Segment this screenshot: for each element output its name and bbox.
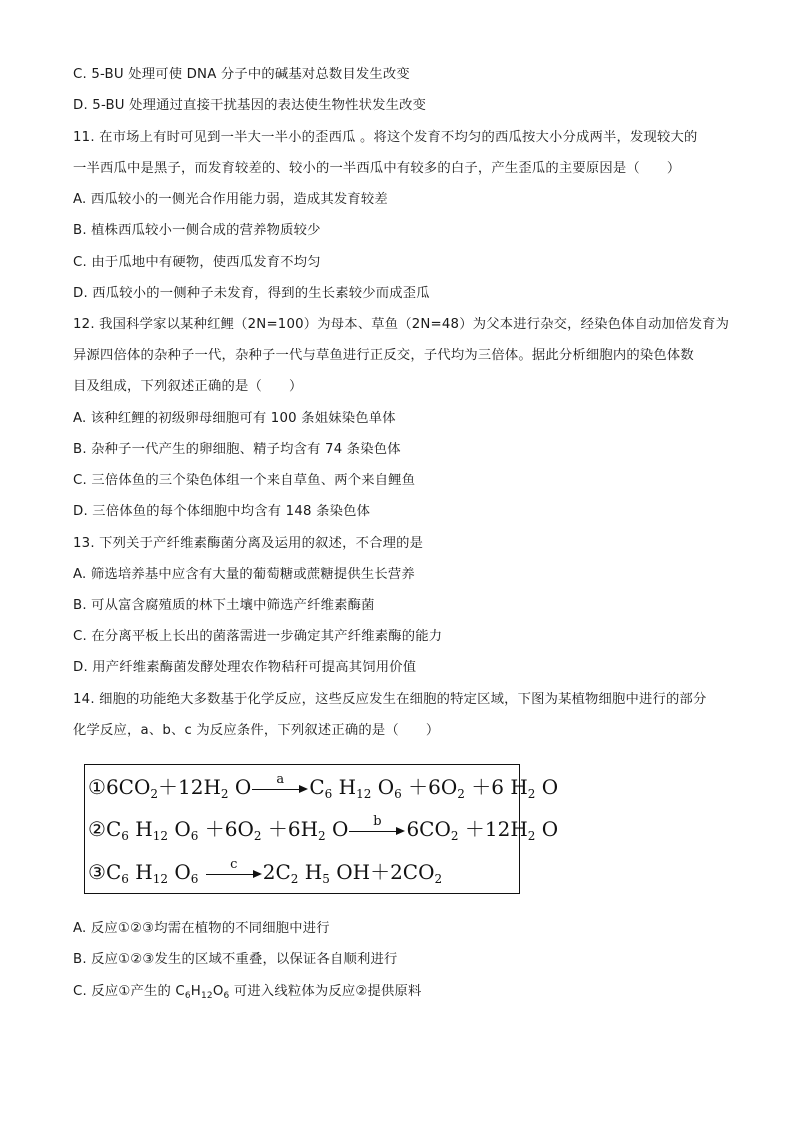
question-14-line2: 化学反应，a、b、c 为反应条件，下列叙述正确的是（ ） bbox=[73, 723, 440, 738]
question-11-line2: 一半西瓜中是黑子，而发育较差的、较小的一半西瓜中有较多的白子，产生歪瓜的主要原因是（ ） bbox=[73, 161, 681, 176]
question-13: 13. 下列关于产纤维素酶菌分离及运用的叙述，不合理的是 bbox=[73, 536, 424, 551]
question-11-line1: 11. 在市场上有时可见到一半大一半小的歪西瓜 。将这个发育不均匀的西瓜按大小分成两半，发现较大的 bbox=[73, 130, 698, 145]
option-c-q10: C. 5-BU 处理可使 DNA 分子中的碱基对总数目发生改变 bbox=[73, 67, 410, 82]
option-d-q13: D. 用产纤维素酶菌发酵处理农作物秸秆可提高其饲用价值 bbox=[73, 660, 417, 675]
option-b-q13: B. 可从富含腐殖质的林下土壤中筛选产纤维素酶菌 bbox=[73, 598, 375, 613]
question-14-line1: 14. 细胞的功能绝大多数基于化学反应，这些反应发生在细胞的特定区域，下图为某植物细胞中进行的部分 bbox=[73, 692, 707, 707]
equation-3: $③C_6$ $H_{12}$ $O_6$ c $2C_2$ $H_5$ $OH+2CO_2$ bbox=[88, 859, 442, 885]
reaction-arrow-b bbox=[349, 816, 405, 842]
option-b-q12: B. 杂种子一代产生的卵细胞、精子均含有 74 条染色体 bbox=[73, 442, 401, 457]
equation-2-number: ② bbox=[88, 817, 106, 841]
option-d-q12: D. 三倍体鱼的每个体细胞中均含有 148 条染色体 bbox=[73, 504, 371, 519]
option-a-q11: A. 西瓜较小的一侧光合作用能力弱，造成其发育较差 bbox=[73, 192, 388, 207]
option-a-q13: A. 筛选培养基中应含有大量的葡萄糖或蔗糖提供生长营养 bbox=[73, 567, 415, 582]
reaction-arrow-c bbox=[206, 859, 262, 885]
question-12-line3: 目及组成，下列叙述正确的是（ ） bbox=[73, 379, 303, 394]
reaction-arrow-a bbox=[252, 774, 308, 800]
equation-1-number: ① bbox=[88, 775, 106, 799]
option-b-q14: B. 反应①②③发生的区域不重叠，以保证各自顺利进行 bbox=[73, 952, 398, 967]
option-c-q11: C. 由于瓜地中有硬物，使西瓜发育不均匀 bbox=[73, 255, 321, 270]
condition-a-label: a bbox=[276, 772, 285, 787]
option-c-q14: C. 反应①产生的 $C_6H_{12}O_6$ 可进入线粒体为反应②提供原料 bbox=[73, 984, 422, 1001]
option-d-q11: D. 西瓜较小的一侧种子未发育，得到的生长素较少而成歪瓜 bbox=[73, 286, 430, 301]
option-c-q12: C. 三倍体鱼的三个染色体组一个来自草鱼、两个来自鲤鱼 bbox=[73, 473, 416, 488]
equation-1: $①6CO_2+12H_2$ O a $C_6$ $H_{12}$ $O_6 +6O_2 +6$ $H_2$ O bbox=[88, 774, 558, 800]
question-12-line1: 12. 我国科学家以某种红鲤（2N=100）为母本、草鱼（2N=48）为父本进行杂交，经染色体自动加倍发育为 bbox=[73, 317, 730, 332]
question-12-line2: 异源四倍体的杂种子一代，杂种子一代与草鱼进行正反交，子代均为三倍体。据此分析细胞内的染色体数 bbox=[73, 348, 694, 363]
reaction-equations-box bbox=[84, 764, 559, 894]
option-d-q10: D. 5-BU 处理通过直接干扰基因的表达使生物性状发生改变 bbox=[73, 98, 427, 113]
option-a-q14: A. 反应①②③均需在植物的不同细胞中进行 bbox=[73, 921, 330, 936]
equation-2: $②C_6$ $H_{12}$ $O_6 +6O_2 +6H_2$ O b $6CO_2 +12H_2$ O bbox=[88, 816, 558, 842]
option-a-q12: A. 该种红鲤的初级卵母细胞可有 100 条姐妹染色单体 bbox=[73, 411, 396, 426]
option-b-q11: B. 植株西瓜较小一侧合成的营养物质较少 bbox=[73, 223, 321, 238]
condition-b-label: b bbox=[373, 814, 382, 829]
condition-c-label: c bbox=[230, 857, 238, 872]
option-c-q13: C. 在分离平板上长出的菌落需进一步确定其产纤维素酶的能力 bbox=[73, 629, 443, 644]
equation-3-number: ③ bbox=[88, 860, 106, 884]
